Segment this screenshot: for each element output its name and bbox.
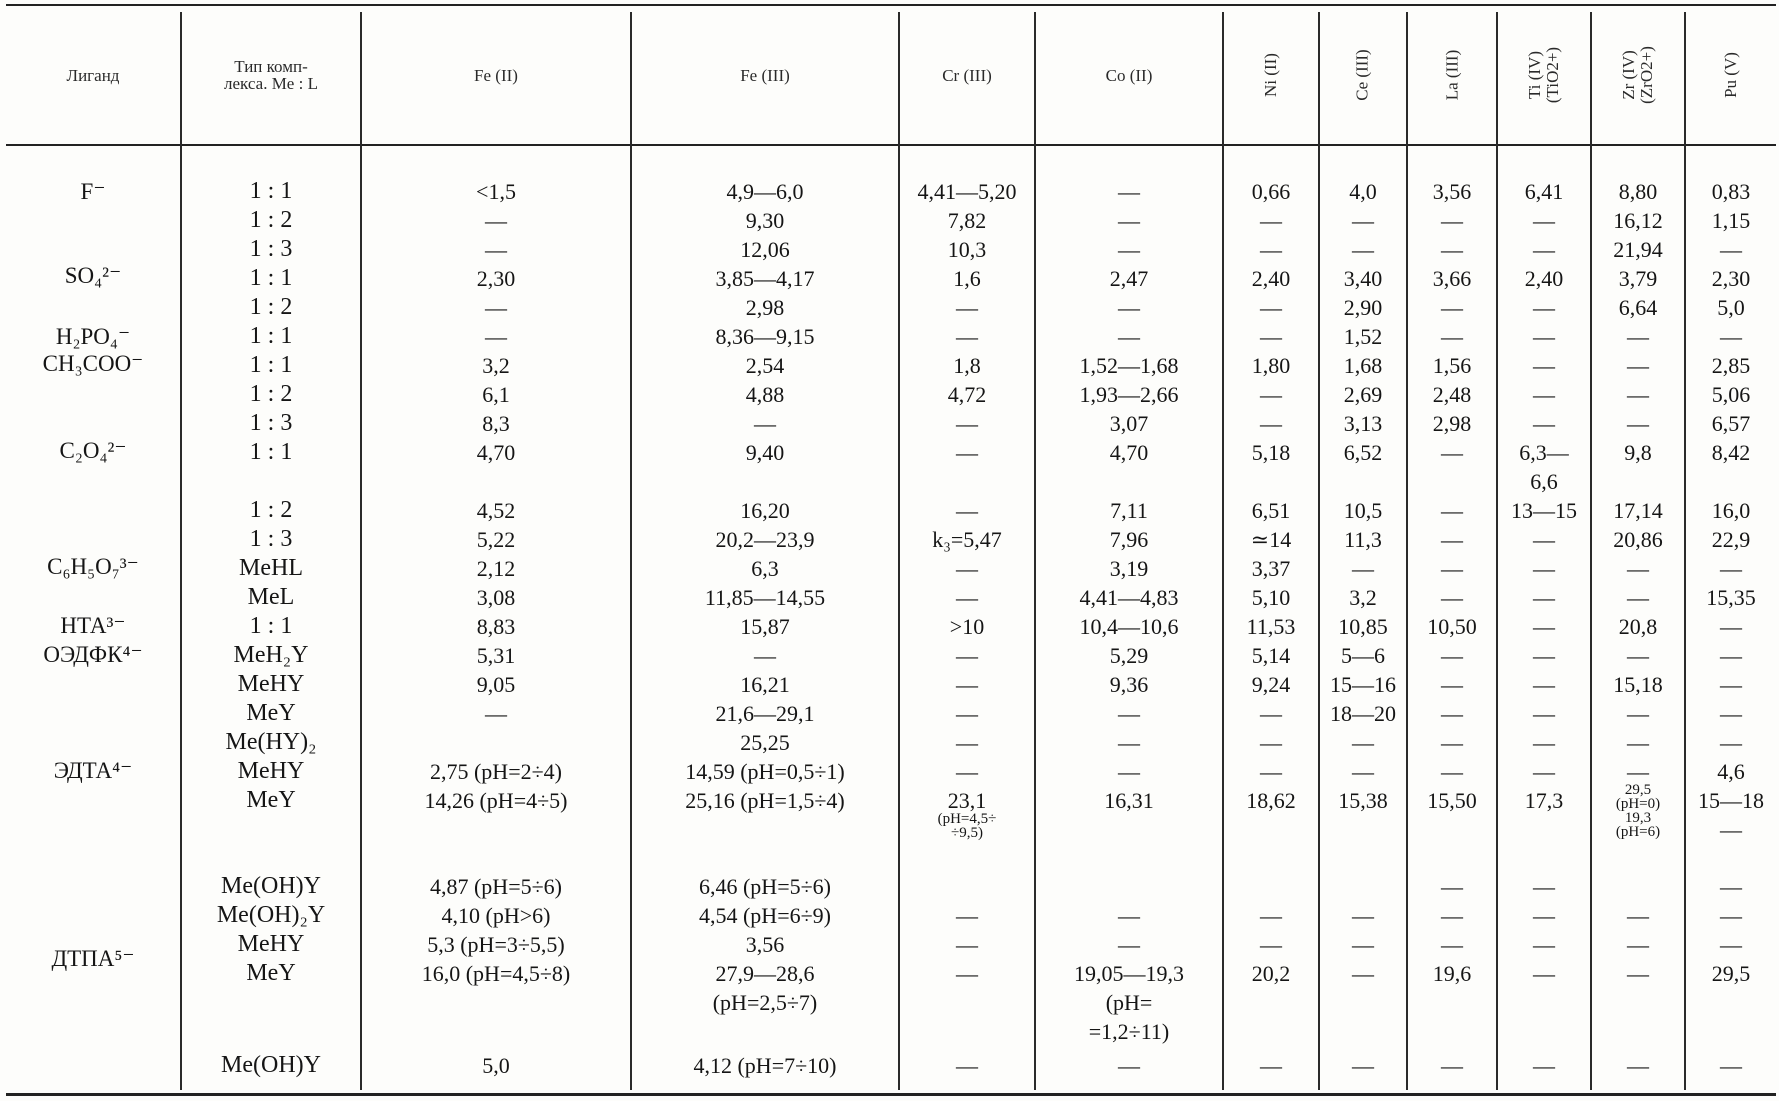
ni2-values: 0,66 — — 2,40 — — 1,80 — — 5,18 6,51 ≃14 3,37 5,10 11,53 5,14 9,24 — — — 18,62 [1246,179,1296,813]
cr3-values: 4,41—5,20 7,82 10,3 1,6 — — 1,8 4,72 — — — k₃=5,47 — — >10 — — — — — 23,1 [917,179,1017,813]
la3-values-dtpa: — — — 19,6 [1432,874,1472,986]
table-bottom-rule [6,1093,1776,1096]
header-ce3: Ce (III) [1352,49,1372,101]
table-top-rule [6,4,1776,6]
cr3-ph-note: (pH=4,5÷ ÷9,5) [937,811,997,841]
header-fe2: Fe (II) [474,65,518,85]
header-complex-type: Тип комп- лекса. Me : L [224,57,318,93]
header-pu4: Pu (V) [1721,52,1740,98]
fe2-values-dtpa: 4,87 (pH=5÷6) 4,10 (pH>6) 5,3 (pH=3÷5,5) 16,0 (pH=4,5÷8) [421,874,571,986]
ce3-values-dtpa: — — — [1352,903,1374,986]
pu4-values: 0,83 1,15 — 2,30 5,0 — 2,85 5,06 6,57 8,42 16,0 22,9 — 15,35 — — — — — 4,6 15—18 — [1698,179,1764,842]
cr3-values-last: — [956,1053,978,1078]
fe3-values-last: 4,12 (pH=7÷10) [693,1053,837,1078]
fe2-values: <1,5 — — 2,30 — — 3,2 6,1 8,3 4,70 4,52 5,22 2,12 3,08 8,83 5,31 9,05 — 2,75 (pH=2÷4) 14,26 (pH=4÷5) [424,179,568,813]
header-cr3: Cr (III) [942,65,992,85]
ni2-values-last: — [1260,1053,1282,1078]
co2-values-dtpa: — — 19,05—19,3 (pH= =1,2÷11) [1074,903,1184,1044]
ligand-edta: ЭДТА⁴⁻ [53,758,133,783]
zr4-values-last: — [1627,1053,1649,1078]
la3-values-last: — [1441,1053,1463,1078]
complex-type-column: 1 : 1 1 : 2 1 : 3 1 : 1 1 : 2 1 : 1 1 : 1 1 : 2 1 : 3 1 : 1 1 : 2 1 : 3 MeHL MeL 1 : 1 MeH₂Y MeHY MeY Me(HY)₂ MeHY MeY [225,178,317,813]
header-ligand: Лиганд [66,65,120,85]
header-ni2: Ni (II) [1261,53,1280,97]
fe3-values: 4,9—6,0 9,30 12,06 3,85—4,17 2,98 8,36—9,15 2,54 4,88 — 9,40 16,20 20,2—23,9 6,3 11,85—14,55 15,87 — 16,21 21,6—29,1 25,25 14,59 (pH=0,5÷1) 25,16 (pH=1,5÷4) [685,179,845,813]
pu4-values-last: — [1720,1053,1742,1078]
ligand-ch3coo: CH₃COO⁻ [42,351,144,376]
complex-type-column-dtpa: Me(OH)Y Me(OH)₂Y MeHY MeY [216,873,326,986]
fe3-values-dtpa: 6,46 (pH=5÷6) 4,54 (pH=6÷9) 3,56 27,9—28,6 (pH=2,5÷7) [698,874,832,1015]
ligand-h2po4: H₂PO₄⁻ [55,324,131,349]
ce3-values-last: — [1352,1053,1374,1078]
pu4-values-dtpa: — — — 29,5 [1711,874,1751,986]
ti4-values: 6,41 — — 2,40 — — — — — 6,3— 6,6 13—15 — — — — — — — — — 17,3 [1511,179,1577,813]
ligand-c2o4: C₂O₄²⁻ [59,438,127,463]
ligand-c6h5o7: C₆H₅O₇³⁻ [47,554,139,579]
zr4-values: 8,80 16,12 21,94 3,79 6,64 — — — — 9,8 17,14 20,86 — — 20,8 — 15,18 — — — [1613,179,1663,784]
ti4-values-dtpa: — — — — [1533,874,1555,986]
zr4-values-dtpa: — — — [1627,903,1649,986]
header-ti4: Ti (IV) (TiO2+) [1524,46,1562,104]
header-la3: La (III) [1442,49,1461,101]
ligand-so4: SO₄²⁻ [64,263,122,288]
complex-type-column-last: Me(OH)Y [221,1052,321,1078]
ligand-f: F⁻ [80,179,106,204]
ligand-dtpa: ДТПА⁵⁻ [51,946,135,971]
fe2-values-last: 5,0 [482,1053,510,1078]
co2-values-last: — [1118,1053,1140,1078]
header-co2: Co (II) [1105,65,1153,85]
ti4-values-last: — [1533,1053,1555,1078]
co2-values: — — — 2,47 — — 1,52—1,68 1,93—2,66 3,07 4,70 7,11 7,96 3,19 4,41—4,83 10,4—10,6 5,29 9,36 — — — 16,31 [1079,179,1179,813]
cr3-values-dtpa: — — — [956,903,978,986]
zr4-ph-note: 29,5 (pH=0) 19,3 (pH=6) [1615,782,1661,840]
la3-values: 3,56 — — 3,66 — — 1,56 2,48 2,98 — — — — — 10,50 — — — — — 15,50 [1427,179,1477,813]
ligand-nta: НТА³⁻ [60,613,126,638]
header-fe3: Fe (III) [740,65,790,85]
ni2-values-dtpa: — — 20,2 [1251,903,1291,986]
table-header-rule [6,144,1776,146]
header-zr4: Zr (IV) (ZrO2+) [1618,46,1656,104]
ce3-values: 4,0 — — 3,40 2,90 1,52 1,68 2,69 3,13 6,52 10,5 11,3 — 3,2 10,85 5—6 15—16 18—20 — — 15,38 [1330,179,1396,813]
ligand-oedfk: ОЭДФК⁴⁻ [43,642,143,667]
